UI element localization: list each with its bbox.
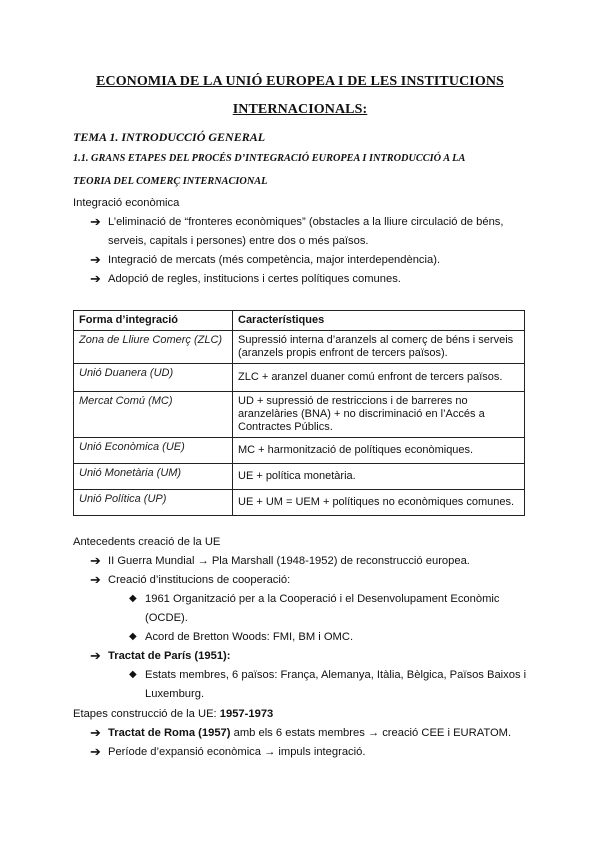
table-cell-form: Unió Econòmica (UE) [74,438,233,464]
table-cell-characteristics: Supressió interna d’aranzels al comerç de béns i serveis (aranzels propis enfront de tercers països). [233,331,525,364]
diamond-bullet-icon: ◆ [129,631,137,642]
etapes-bullet-1-bold: Tractat de Roma (1957) [108,727,231,739]
table-row [74,331,525,364]
table-cell-characteristics: MC + harmonització de polítiques econòmiques. [233,438,525,464]
table-cell-form: Mercat Comú (MC) [74,392,233,438]
arrow-bullet-icon: ➔ [90,271,101,286]
table-row [74,490,525,516]
arrow-bullet-icon: ➔ [90,572,101,587]
table-cell-characteristics: UE + política monetària. [233,464,525,490]
arrow-bullet-icon: ➔ [90,744,101,759]
arrow-bullet-icon: ➔ [90,648,101,663]
integration-forms-table [73,310,525,516]
document-title-line-1: ECONOMIA DE LA UNIÓ EUROPEA I DE LES INSTITUCIONS [96,74,504,89]
table-cell-form: Unió Política (UP) [74,490,233,516]
table-row [74,364,525,392]
etapes-heading [73,707,273,721]
antecedents-bullet-1: II Guerra Mundial → Pla Marshall (1948-1952) de reconstrucció europea. [108,555,470,567]
table-cell-form: Unió Duanera (UD) [74,364,233,392]
antecedents-bullet-3: Tractat de París (1951): [108,650,231,662]
document-title-line-2: INTERNACIONALS: [232,102,368,117]
section-heading-line-2: TEORIA DEL COMERÇ INTERNACIONAL [73,176,268,187]
section-heading-line-1: 1.1. GRANS ETAPES DEL PROCÉS D’INTEGRACIÓ EUROPEA I INTRODUCCIÓ A LA [73,153,466,164]
table-header-row [74,311,525,331]
arrow-bullet-icon: ➔ [90,214,101,229]
antecedents-sub-1-line-1: 1961 Organització per a la Cooperació i el Desenvolupament Econòmic [145,593,500,605]
antecedents-sub-1-line-2: (OCDE). [145,612,188,624]
antecedents-sub-2: Acord de Bretton Woods: FMI, BM i OMC. [145,631,354,643]
tema-heading: TEMA 1. INTRODUCCIÓ GENERAL [73,130,266,144]
integracio-bullet-1-line-1: L’eliminació de “fronteres econòmiques” (obstacles a la lliure circulació de béns, [108,216,504,228]
table-cell-form: Zona de Lliure Comerç (ZLC) [74,331,233,364]
table-header-form: Forma d’integració [74,311,233,331]
arrow-bullet-icon: ➔ [90,725,101,740]
table-row [74,392,525,438]
integracio-heading: Integració econòmica [73,197,180,209]
table-row [74,438,525,464]
diamond-bullet-icon: ◆ [129,593,137,604]
integracio-bullet-1-line-2: serveis, capitals i persones) entre dos o més països. [108,235,369,247]
antecedents-heading: Antecedents creació de la UE [73,536,221,548]
diamond-bullet-icon: ◆ [129,669,137,680]
integracio-bullet-2: Integració de mercats (més competència, major interdependència). [108,254,441,266]
etapes-bullet-2: Període d’expansió econòmica → impuls integració. [108,746,366,758]
antecedents-bullet-2: Creació d’institucions de cooperació: [108,574,291,586]
etapes-bullet-1 [108,726,511,740]
table-cell-characteristics: UE + UM = UEM + polítiques no econòmiques comunes. [233,490,525,516]
etapes-heading-text: Etapes construcció de la UE: [73,708,220,720]
table-cell-characteristics: UD + supressió de restriccions i de barreres no aranzelàries (BNA) + no discriminació en l’Accés a Contractes Públics. [233,392,525,438]
etapes-heading-years: 1957-1973 [219,708,274,720]
table-row [74,464,525,490]
arrow-bullet-icon: ➔ [90,252,101,267]
table-header-characteristics: Característiques [233,311,525,331]
table-cell-characteristics: ZLC + aranzel duaner comú enfront de tercers països. [233,364,525,392]
table-cell-form: Unió Monetària (UM) [74,464,233,490]
etapes-bullet-1-rest: amb els 6 estats membres → creació CEE i EURATOM. [230,727,512,739]
antecedents-sub-3-line-2: Luxemburg. [145,688,205,700]
integracio-bullet-3: Adopció de regles, institucions i certes polítiques comunes. [108,273,401,285]
antecedents-sub-3-line-1: Estats membres, 6 països: França, Alemanya, Itàlia, Bèlgica, Països Baixos i [145,669,527,681]
arrow-bullet-icon: ➔ [90,553,101,568]
